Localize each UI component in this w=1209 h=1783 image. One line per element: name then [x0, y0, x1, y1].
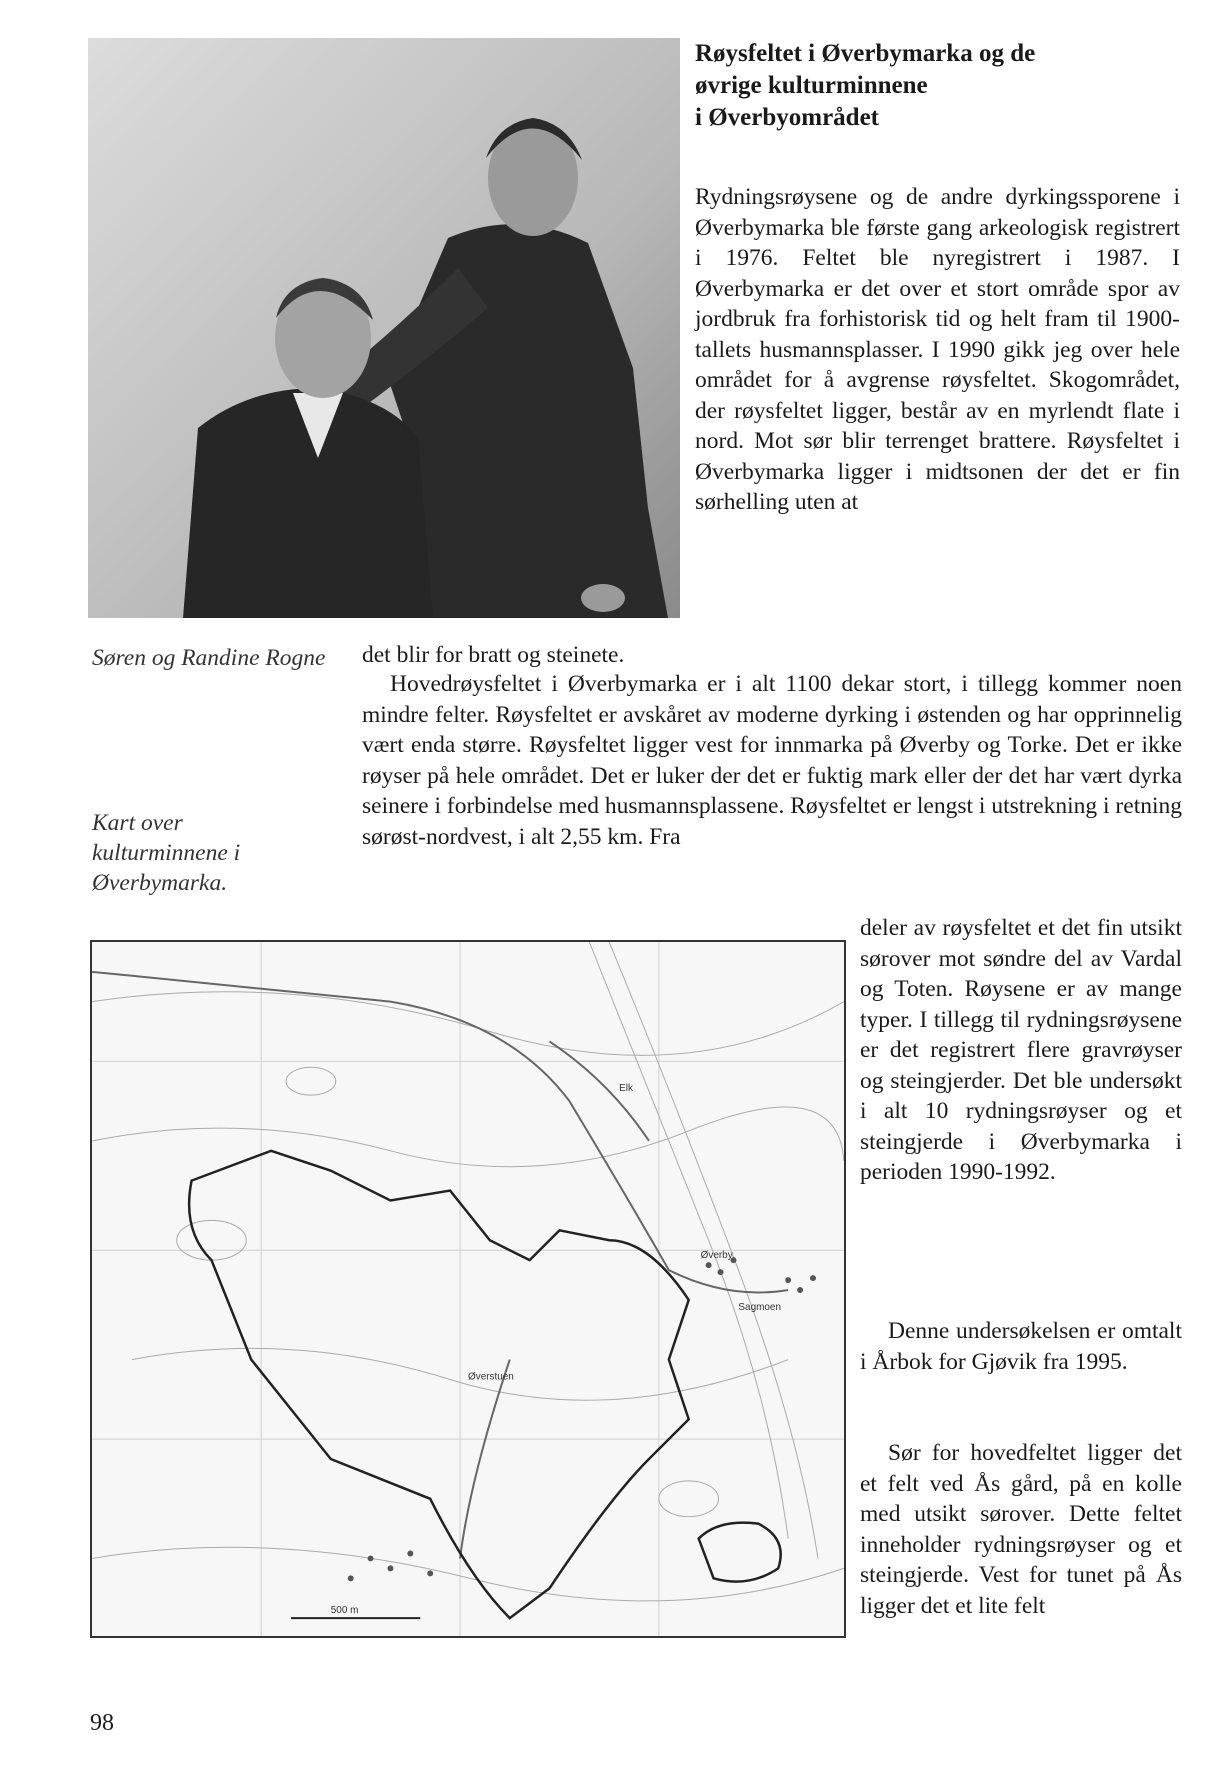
map-label-elk: Elk	[619, 1083, 633, 1095]
photo-caption: Søren og Randine Rogne	[92, 645, 326, 671]
paragraph-4: Sør for hovedfeltet ligger det et felt ved Ås gård, på en kolle med utsikt sørover. Dette feltet inneholder rydningsrøyser og et steingjerde. Vest for tunet på Ås ligger det et lite felt	[860, 1440, 1182, 1619]
map-label-overstuen: Øverstuen	[468, 1371, 514, 1383]
paragraph-3: Denne undersøkelsen er omtalt i Årbok for Gjøvik fra 1995.	[860, 1318, 1182, 1375]
portrait-photo-drawing	[88, 38, 680, 618]
paragraph-2-continued: deler av røysfeltet et det fin utsikt sørover mot søndre del av Vardal og Toten. Røysene er av mange typer. I tillegg til rydningsrøysene er det registrert flere gravrøyser og steingjerder. Det ble undersøkt i alt 10 rydningsrøyser og et steingjerde i Øverbymarka i perioden 1990-1992.	[860, 915, 1182, 1185]
heading-line-2: øvrige kulturminnene	[695, 72, 928, 99]
portrait-photo	[88, 38, 680, 618]
heading-line-3: i Øverbyområdet	[695, 104, 879, 131]
culture-heritage-map	[90, 940, 846, 1638]
heading-line-1: Røysfeltet i Øverbymarka og de	[695, 40, 1036, 67]
map-label-scale: 500 m	[330, 1605, 359, 1617]
paragraph-2: Hovedrøysfeltet i Øverbymarka er i alt 1100 dekar stort, i tillegg kommer noen mindre felter. Røysfeltet er avskåret av moderne dyrking i østenden og har opprinnelig vært enda større. Røysfeltet ligger vest for innmarka på Øverby og Torke. Det er ikke røyser på hele området. Det er luker der det er fuktig mark eller der det har vært dyrka seinere i forbindelse med husmannsplassene. Røysfeltet er lengst i utstrekning i retning sørøst-nordvest, i alt 2,55 km. Fra	[362, 671, 1182, 850]
paragraph-1-end: det blir for bratt og steinete.	[362, 642, 625, 668]
map-drawing	[92, 942, 844, 1636]
map-label-sagmoen: Sagmoen	[738, 1301, 781, 1313]
paragraph-1: Rydningsrøysene og de andre dyrkingssporene i Øverbymarka ble første gang arkeologisk registrert i 1976. Feltet ble nyregistrert i 1987. I Øverbymarka er det over et stort område spor av jordbruk fra forhistorisk tid og helt fram til 1900-tallets husmannsplasser. I 1990 gikk jeg over hele området for å avgrense røysfeltet. Skogområdet, der røysfeltet ligger, består av en myrlendt flate i nord. Mot sør blir terrenget brattere. Røysfeltet i Øverbymarka ligger i midtsonen der det er fin sørhelling uten at	[695, 184, 1180, 515]
map-label-overby: Øverby	[700, 1250, 733, 1262]
section-heading	[695, 38, 1195, 134]
page-number: 98	[90, 1710, 114, 1736]
map-caption: Kart over kulturminnene i Øverbymarka.	[92, 810, 241, 896]
